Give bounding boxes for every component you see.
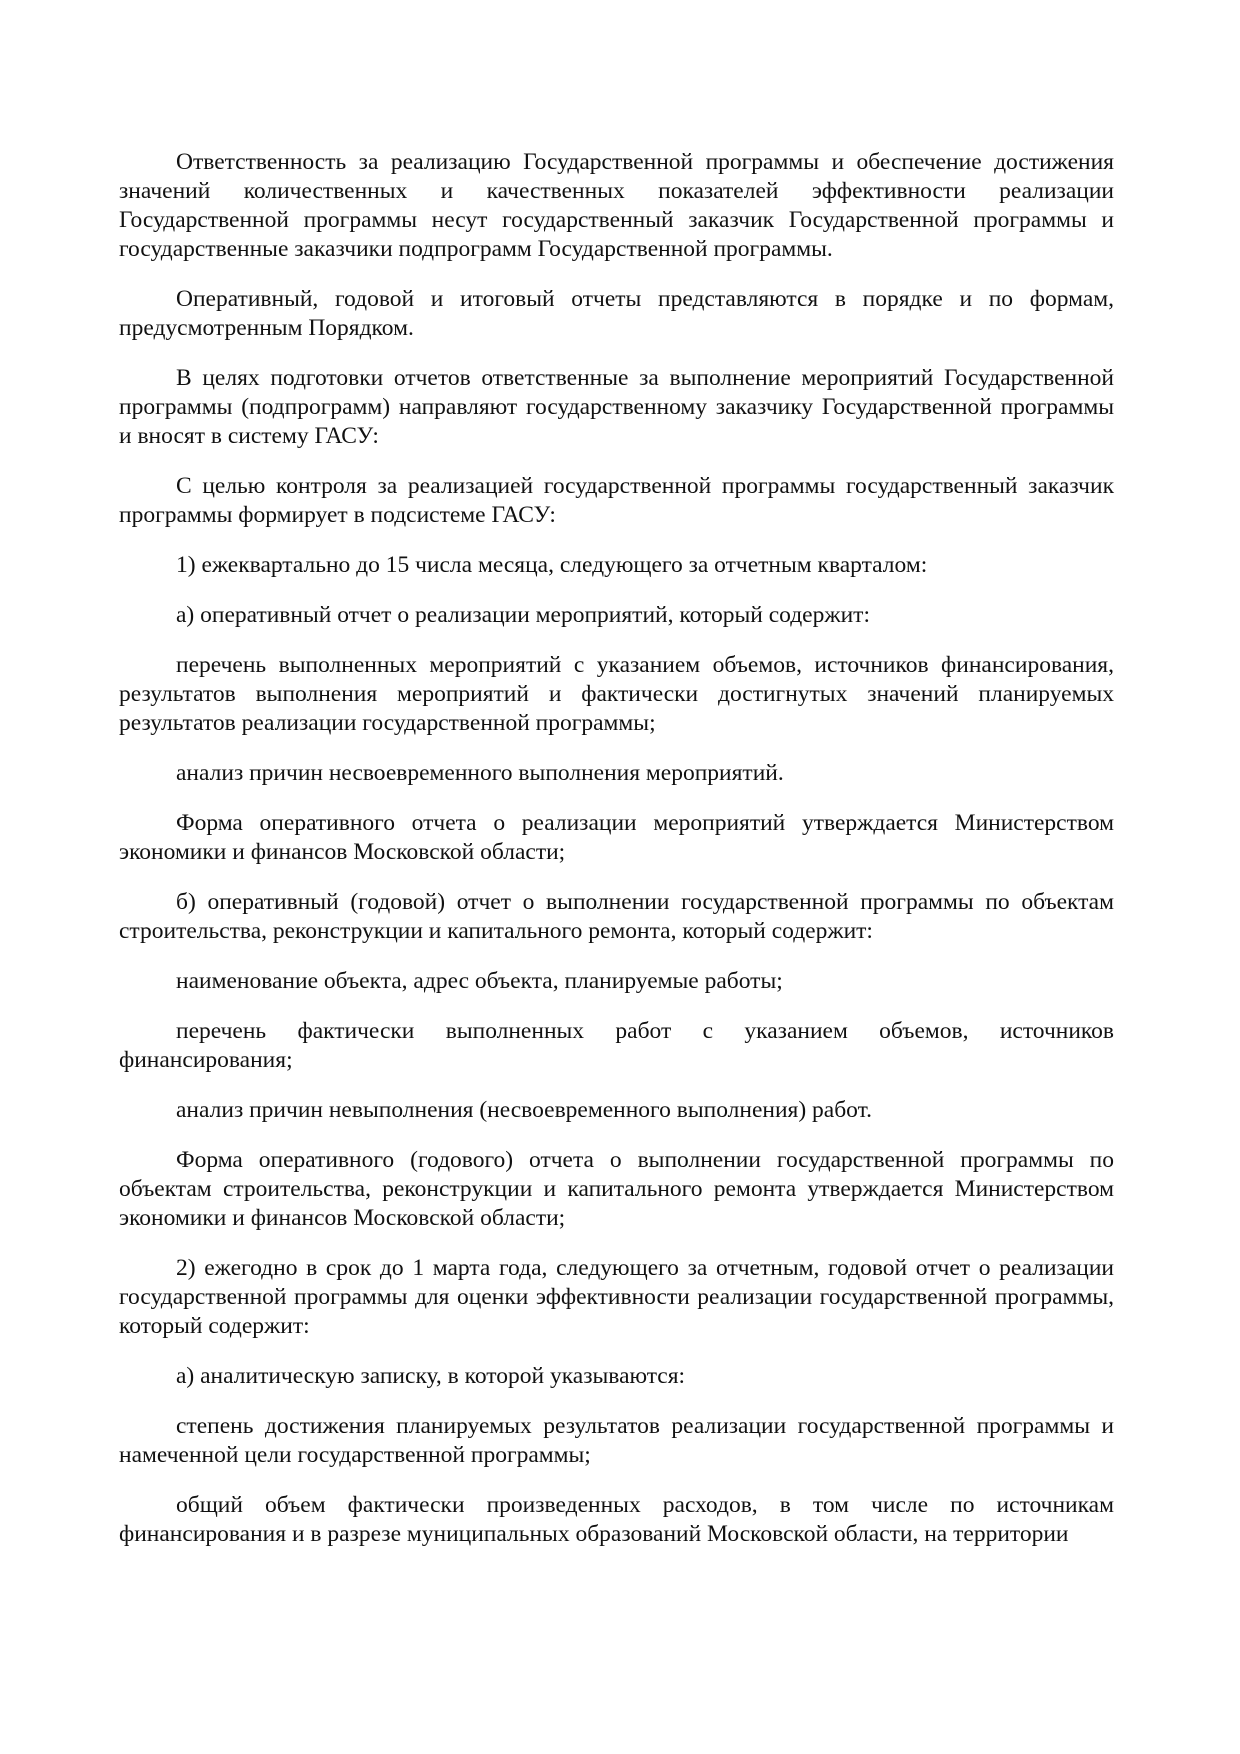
paragraph-reports-order: Оперативный, годовой и итоговый отчеты представляются в порядке и по формам, предусмотренным Порядком.: [119, 286, 1114, 341]
paragraph-operational-form: Форма оперативного отчета о реализации мероприятий утверждается Министерством экономики и финансов Московской области;: [119, 810, 1114, 865]
paragraph-report-preparation: В целях подготовки отчетов ответственные за выполнение мероприятий Государственной программы (подпрограмм) направляют государственному заказчику Государственной программы и вносят в систему ГАСУ:: [119, 365, 1114, 449]
paragraph-control-purpose: С целью контроля за реализацией государственной программы государственный заказчик программы формирует в подсистеме ГАСУ:: [119, 473, 1114, 528]
paragraph-operational-report: а) оперативный отчет о реализации мероприятий, который содержит:: [176, 602, 870, 628]
paragraph-achievement-degree: степень достижения планируемых результатов реализации государственной программы и намеченной цели государственной программы;: [119, 1413, 1114, 1468]
paragraph-analytical-note: а) аналитическую записку, в которой указываются:: [176, 1363, 686, 1389]
paragraph-annual: 2) ежегодно в срок до 1 марта года, следующего за отчетным, годовой отчет о реализации государственной программы для оценки эффективности реализации государственной программы, который содержит:: [119, 1255, 1114, 1339]
paragraph-works-list: перечень фактически выполненных работ с указанием объемов, источников финансирования;: [119, 1018, 1114, 1073]
paragraph-construction-form: Форма оперативного (годового) отчета о выполнении государственной программы по объектам строительства, реконструкции и капитального ремонта утверждается Министерством экономики и финансов Московской области;: [119, 1147, 1114, 1231]
paragraph-construction-report: б) оперативный (годовой) отчет о выполнении государственной программы по объектам строительства, реконструкции и капитального ремонта, который содержит:: [119, 889, 1114, 944]
paragraph-object-name: наименование объекта, адрес объекта, планируемые работы;: [176, 968, 783, 994]
paragraph-quarterly: 1) ежеквартально до 15 числа месяца, следующего за отчетным кварталом:: [176, 552, 928, 578]
paragraph-activities-list: перечень выполненных мероприятий с указанием объемов, источников финансирования, результатов выполнения мероприятий и фактически достигнутых значений планируемых результатов реализации государственной программы;: [119, 652, 1114, 736]
paragraph-delay-analysis: анализ причин несвоевременного выполнения мероприятий.: [176, 760, 784, 786]
paragraph-total-expenses: общий объем фактически произведенных расходов, в том числе по источникам финансирования и в разрезе муниципальных образований Московской области, на территории: [119, 1492, 1114, 1547]
paragraph-nonfulfillment-analysis: анализ причин невыполнения (несвоевременного выполнения) работ.: [176, 1097, 872, 1123]
paragraph-responsibility: Ответственность за реализацию Государственной программы и обеспечение достижения значений количественных и качественных показателей эффективности реализации Государственной программы несут государственный заказчик Государственной программы и государственные заказчики подпрограмм Государственной программы.: [119, 149, 1114, 262]
